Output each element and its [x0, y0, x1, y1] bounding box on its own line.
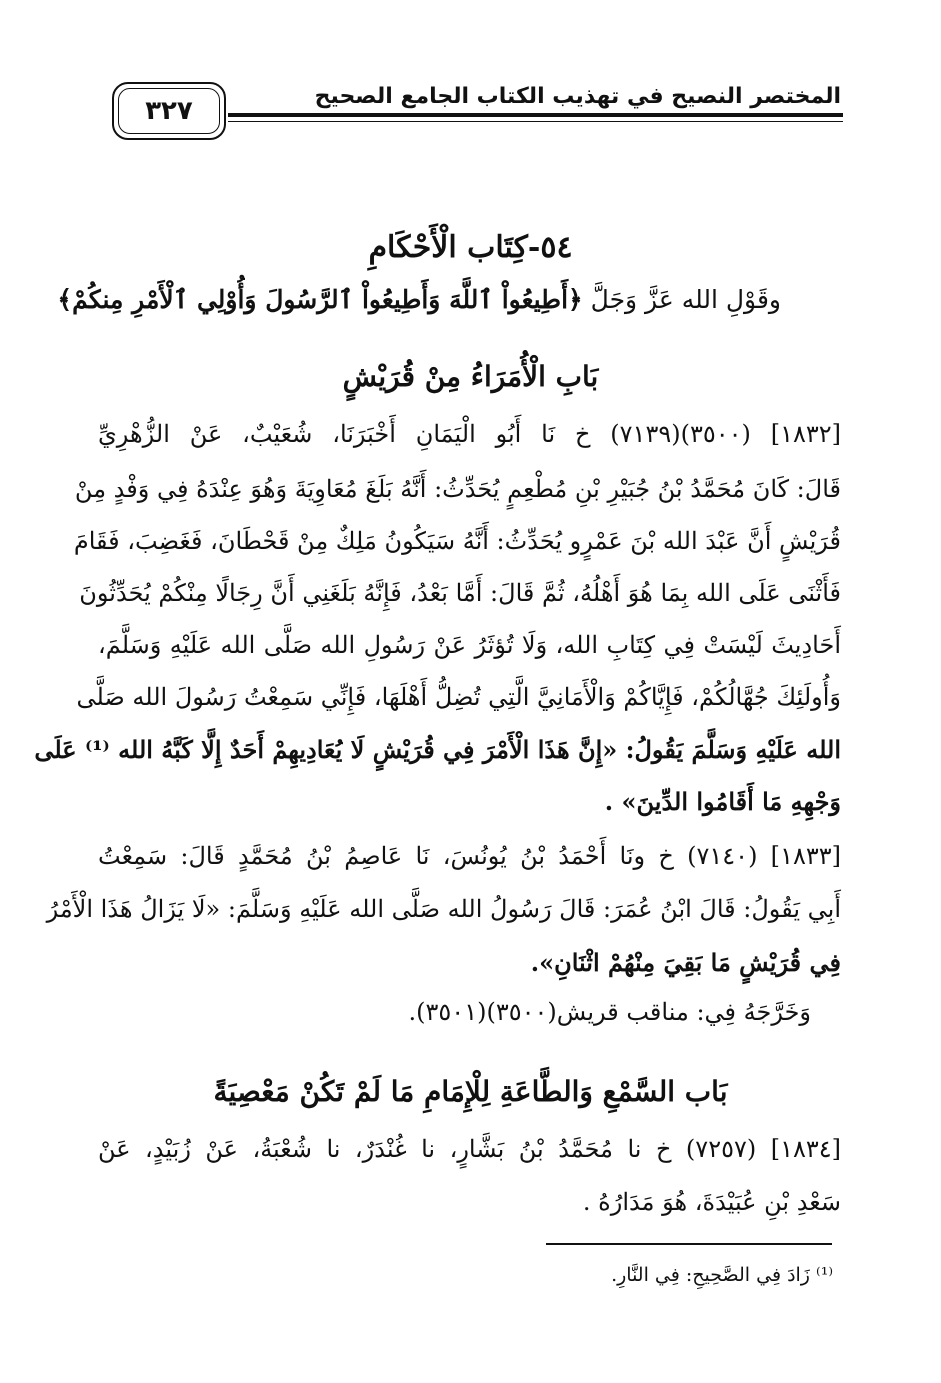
text-line: [١٨٣٤] (٧٢٥٧) خ نا مُحَمَّدُ بْنُ بَشَّارٍ، نا غُنْدَرٌ، نا شُعْبَةُ، عَنْ زُبَيْدٍ، عَنْ: [98, 1135, 841, 1163]
text-line: [١٨٣٣] (٧١٤٠) خ ونَا أَحْمَدُ بْنُ يُونُسَ، نَا عَاصِمُ بْنُ مُحَمَّدٍ قَالَ: سَمِعْتُ: [98, 842, 841, 870]
header-rule: [228, 113, 843, 117]
text-line: أَحَادِيثَ لَيْسَتْ فِي كِتَابِ الله، وَلَا تُؤثَرُ عَنْ رَسُولِ الله صَلَّى الله عَلَيْهِ وَسَلَّمَ،: [98, 631, 841, 659]
header-rule-thin: [228, 121, 843, 122]
footnote: ⁽¹⁾ زَادَ فِي الصَّحِيحِ: فِي النَّارِ.: [611, 1264, 833, 1286]
text-line: أَبِي يَقُولُ: قَالَ ابْنُ عُمَرَ: قَالَ رَسُولُ الله صَلَّى الله عَلَيْهِ وَسَلَّمَ: «لَا يَزَالُ هَذَا الْأَمْرُ: [46, 895, 841, 923]
quran-verse: ﴿أَطِيعُواْ ٱللَّهَ وَأَطِيعُواْ ٱلرَّسُولَ وَأُوْلِي ٱلْأَمْرِ مِنكُمْ﴾: [57, 285, 583, 314]
text-line: فَأَثْنَى عَلَى الله بِمَا هُوَ أَهْلُهُ، ثُمَّ قَالَ: أَمَّا بَعْدُ، فَإِنَّهُ بَلَغَنِي أَنَّ رِجَالًا مِنْكُمْ يُحَدِّثُونَ: [79, 579, 841, 607]
text-line: فِي قُرَيْشٍ مَا بَقِيَ مِنْهُمْ اثْنَانِ».: [530, 948, 841, 977]
chapter-subtitle: [57, 285, 781, 314]
footnote-rule: [546, 1243, 832, 1245]
text-line: وَجْهِهِ مَا أَقَامُوا الدِّينَ» .: [604, 787, 841, 816]
text-line: قَالَ: كَانَ مُحَمَّدُ بْنُ جُبَيْرِ بْنِ مُطْعِمٍ يُحَدِّثُ: أَنَّهُ بَلَغَ مُعَاوِيَةَ وَهُوَ عِنْدَهُ فِي وَفْدٍ مِنْ: [74, 475, 841, 503]
text-line: وَأُولَئِكَ جُهَّالُكُمْ، فَإِيَّاكُمْ وَالْأَمَانِيَّ الَّتِي تُضِلُّ أَهْلَهَا، فَإِنِّي سَمِعْتُ رَسُولَ الله صَلَّى: [76, 683, 841, 711]
section-heading: بَابِ الْأُمَرَاءُ مِنْ قُرَيْشٍ: [342, 360, 599, 393]
chapter-subtitle-prefix: وقَوْلِ الله عَزَّ وَجَلَّ: [590, 285, 781, 314]
running-title: المختصر النصيح في تهذيب الكتاب الجامع الصحيح: [314, 84, 841, 109]
text-line: الله عَلَيْهِ وَسَلَّمَ يَقُولُ: «إِنَّ هَذَا الْأَمْرَ فِي قُرَيْشٍ لَا يُعَادِيهِمْ أَحَدٌ إِلَّا كَبَّهُ الله ⁽¹⁾ عَلَى: [34, 735, 841, 764]
text-line: [١٨٣٢] (٣٥٠٠)(٧١٣٩) خ نَا أَبُو الْيَمَانِ أَخْبَرَنَا، شُعَيْبٌ، عَنْ الزُّهْرِيِّ: [98, 420, 841, 448]
page-number: ٣٢٧: [118, 88, 220, 134]
chapter-title: ٥٤-كِتَاب الْأَحْكَامِ: [368, 230, 573, 265]
text-line: سَعْدِ بْنِ عُبَيْدَةَ، هُوَ مَدَارُهُ .: [582, 1188, 841, 1216]
section-heading: بَاب السَّمْعِ وَالطَّاعَةِ لِلْإِمَامِ مَا لَمْ تَكُنْ مَعْصِيَةً: [213, 1075, 728, 1108]
text-line: قُرَيْشٍ أَنَّ عَبْدَ الله بْنَ عَمْرٍو يُحَدِّثُ: أَنَّهُ سَيَكُونُ مَلِكٌ مِنْ قَحْطَانَ، فَغَضِبَ، فَقَامَ: [73, 527, 841, 555]
text-line: وَخَرَّجَهُ فِي: مناقب قريش(٣٥٠٠)(٣٥٠١).: [408, 998, 811, 1026]
